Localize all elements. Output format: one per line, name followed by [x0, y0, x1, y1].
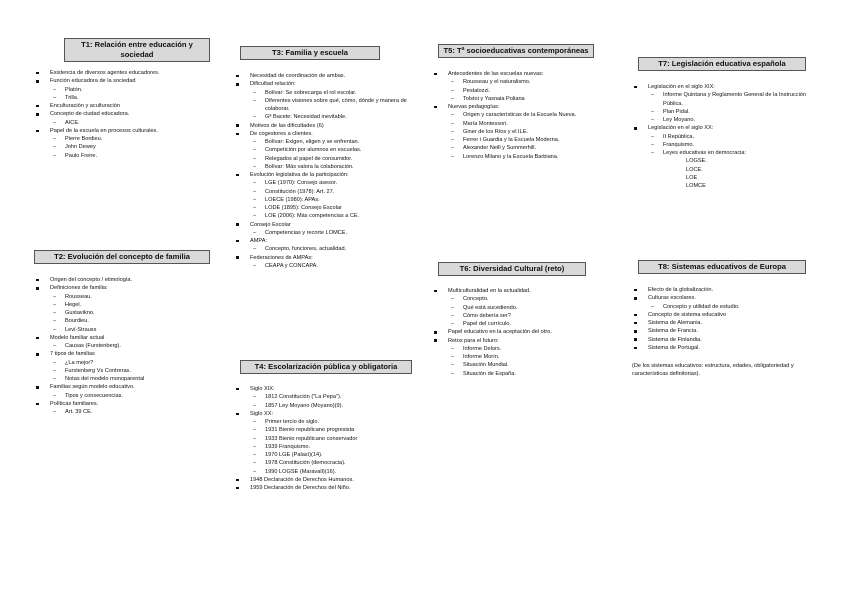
topic-t3-list: [234, 72, 419, 270]
bullet-item: Legislación en el siglo XX:: [632, 124, 817, 132]
sub-bullet-item: – 1939 Franquismo.: [234, 443, 419, 451]
sub-bullet-item: – Informe Quintana y Reglamento General de la Instrucción Pública.: [632, 91, 817, 108]
bullet-item: Papel de la escuela en procesos culturales.: [34, 127, 219, 135]
bullet-item: Definiciones de familia:: [34, 284, 219, 292]
bullet-item: Familias según modelo educativo.: [34, 383, 219, 391]
topic-t4-title: T4: Escolarización pública y obligatoria: [240, 360, 412, 374]
bullet-item: Siglo XIX:: [234, 385, 419, 393]
topic-t5-list: [432, 70, 617, 161]
topic-t1-list: [34, 69, 219, 160]
sub-bullet-item: – Leyes educativas en democracia:: [632, 149, 817, 157]
bullet-item: Efecto de la globalización.: [632, 286, 817, 294]
sub-bullet-item: – LGE (1970): Consejo asesor.: [234, 179, 419, 187]
topic-t7-list: [632, 83, 817, 190]
sub-bullet-item: – LODE (1895): Consejo Escolar: [234, 204, 419, 212]
sub-bullet-item: – Notas del modelo monoparental: [34, 375, 219, 383]
sub-bullet-item: – 1857 Ley Moyano (Moyano)(9).: [234, 402, 419, 410]
bullet-item: Necesidad de coordinación de ambas.: [234, 72, 419, 80]
bullet-item: Enculturación y aculturación: [34, 102, 219, 110]
topic-t5-title: T5: Tª socioeducativas contemporáneas: [438, 44, 594, 58]
sub-bullet-item: – Franquismo.: [632, 141, 817, 149]
bullet-item: Existencia de diversos agentes educadores.: [34, 69, 219, 77]
sub-bullet-item: – Concepto.: [432, 295, 617, 303]
sub-bullet-item: – Primer tercio de siglo.: [234, 418, 419, 426]
sub-bullet-item: – Trilla.: [34, 94, 219, 102]
topic-t8-title: T8: Sistemas educativos de Europa: [638, 260, 806, 274]
topic-t7-title: T7: Legislación educativa española: [638, 57, 806, 71]
bullet-item: Políticas familiares.: [34, 400, 219, 408]
sub-bullet-item: – 1931 Bienio republicano progresista: [234, 426, 419, 434]
sub-bullet-item: – Situación Mundial.: [432, 361, 617, 369]
sub-bullet-item: – Competencias y recorte LOMCE.: [234, 229, 419, 237]
sub-bullet-item: – 1933 Bienio republicano conservador: [234, 435, 419, 443]
sub-bullet-item: – Rousseau y el naturalismo.: [432, 78, 617, 86]
bullet-item: Sistema de Alemania.: [632, 319, 817, 327]
sub-bullet-item: – Bolívar: Exigen, eligen y se enfrentan.: [234, 138, 419, 146]
topic-t4-list: [234, 385, 419, 492]
topic-t3-title: T3: Familia y escuela: [240, 46, 380, 60]
sub-bullet-item: – Bolívar: Se sobrecarga el rol escolar.: [234, 89, 419, 97]
bullet-item: Concepto de ciudad educadora.: [34, 110, 219, 118]
topic-t5: [432, 44, 617, 161]
topic-t6-title: T6: Diversidad Cultural (reto): [438, 262, 586, 276]
sub-bullet-item: – ¿La mejor?: [34, 359, 219, 367]
sub-bullet-item: – Paulo Freire.: [34, 152, 219, 160]
sub-bullet-item: – Alexander Neill y Summerhill.: [432, 144, 617, 152]
sub-bullet-item: – Constitución (1978): Art. 27.: [234, 188, 419, 196]
bullet-item: Retos para el futuro:: [432, 337, 617, 345]
sub-bullet-item: – Ferrer i Guardia y la Escuela Moderna.: [432, 136, 617, 144]
sub-bullet-item: – Lorenzo Milano y la Escuela Barbiana.: [432, 153, 617, 161]
bullet-item: Sistema de Portugal.: [632, 344, 817, 352]
sub-bullet-item: – Informe Morín.: [432, 353, 617, 361]
sub-bullet-item: – Origen y características de la Escuela Nueva.: [432, 111, 617, 119]
sub-bullet-item: – Gª Bacete: Necesidad inevitable.: [234, 113, 419, 121]
sub-bullet-item: – Informe Delors.: [432, 345, 617, 353]
bullet-item: Función educadora de la sociedad: [34, 77, 219, 85]
sub-bullet-item: – AICE.: [34, 119, 219, 127]
sub-bullet-item: – Pierre Bordieu.: [34, 135, 219, 143]
bullet-item: De cogestores a clientes.: [234, 130, 419, 138]
bullet-item: Motivos de las dificultades (6): [234, 122, 419, 130]
bullet-item: Legislación en el siglo XIX:: [632, 83, 817, 91]
sub-bullet-item: – Rousseau.: [34, 293, 219, 301]
topic-t2-list: [34, 276, 219, 416]
sub-bullet-item: – Plan Pidal.: [632, 108, 817, 116]
sub-bullet-item: – Concepto y utilidad de estudio.: [632, 303, 817, 311]
sub-bullet-item: – Platón.: [34, 86, 219, 94]
bullet-item: Concepto de sistema educativo: [632, 311, 817, 319]
bullet-item: Federaciones de AMPAs:: [234, 254, 419, 262]
bullet-item: 1948 Declaración de Derechos Humanos.: [234, 476, 419, 484]
bullet-item: Papel educativo en la aceptación del otro.: [432, 328, 617, 336]
bullet-item: 1959 Declaración de Derechos del Niño.: [234, 484, 419, 492]
sub-bullet-item: – Tipos y consecuencias.: [34, 392, 219, 400]
sub-bullet-item: – Tolstoi y Yasnaia Poliana: [432, 95, 617, 103]
topic-t8-list: [632, 286, 817, 352]
sub-bullet-item: – 1990 LOGSE (Maravall)(16).: [234, 468, 419, 476]
topic-t4: [234, 360, 419, 492]
sub-bullet-item: – LOECE (1980): APAs.: [234, 196, 419, 204]
topic-t3: [234, 46, 419, 270]
sub-bullet-item: – Bolívar: Más valora la colaboración.: [234, 163, 419, 171]
sub-bullet-item: – Pestalozzi.: [432, 87, 617, 95]
bullet-item: AMPA:: [234, 237, 419, 245]
bullet-item: Nuevas pedagogías:: [432, 103, 617, 111]
topic-t6-list: [432, 287, 617, 378]
sub-bullet-item: – Ley Moyano.: [632, 116, 817, 124]
bullet-item: Siglo XX:: [234, 410, 419, 418]
sub-bullet-item: – LOE (2006): Más competencias a CE.: [234, 212, 419, 220]
topic-t8-note: (De los sistemas educativos: estructura, edades, obligatoriedad y características definitorias).: [632, 363, 794, 378]
topic-t2-title: T2: Evolución del concepto de familia: [34, 250, 210, 264]
sub-bullet-item: – Furstenberg Vs Contreras.: [34, 367, 219, 375]
sub-bullet-item: – 1970 LGE (Palasí)(14).: [234, 451, 419, 459]
bullet-item: Evolución legislativa de la participación:: [234, 171, 419, 179]
bullet-item: Antecedentes de las escuelas nuevas:: [432, 70, 617, 78]
sub-bullet-item: – CEAPA y CONCAPA.: [234, 262, 419, 270]
sub-bullet-item: – Giner de los Ríos y el ILE.: [432, 128, 617, 136]
sub-sub-item: LOGSE.: [686, 158, 707, 165]
sub-bullet-item: – John Dewey: [34, 143, 219, 151]
sub-bullet-item: – Gustavikno.: [34, 309, 219, 317]
sub-bullet-item: – María Montessori.: [432, 120, 617, 128]
topic-t2: [34, 250, 219, 416]
sub-bullet-item: – Cómo debería ser?: [432, 312, 617, 320]
sub-bullet-item: – Relegados al papel de consumidor.: [234, 155, 419, 163]
topic-t6: [432, 262, 617, 378]
topic-t1: [34, 38, 219, 160]
bullet-item: Dificultad relación:: [234, 80, 419, 88]
sub-bullet-item: – Competición por alumnos en escuelas.: [234, 146, 419, 154]
sub-sub-item: LOMCE: [686, 183, 706, 189]
sub-bullet-item: – Qué está sucediendo.: [432, 304, 617, 312]
sub-sub-item: LOCE.: [686, 166, 703, 173]
bullet-item: Origen del concepto / etimología.: [34, 276, 219, 284]
sub-bullet-item: – Papel del currículo.: [432, 320, 617, 328]
sub-bullet-item: – Concepto, funciones, actualidad.: [234, 245, 419, 253]
sub-bullet-item: – Bourdieu.: [34, 317, 219, 325]
topic-t1-title: T1: Relación entre educación y sociedad: [64, 38, 210, 62]
sub-bullet-item: – Situación de España.: [432, 370, 617, 378]
sub-bullet-item: – Leví-Strauss: [34, 326, 219, 334]
bullet-item: Modelo familiar actual: [34, 334, 219, 342]
sub-bullet-item: – Hegel.: [34, 301, 219, 309]
sub-bullet-item: – Art. 39 CE.: [34, 408, 219, 416]
bullet-item: 7 tipos de familias: [34, 350, 219, 358]
sub-bullet-item: – Diferentes visiones sobre qué, cómo, dónde y manera de colaborar.: [234, 97, 419, 114]
bullet-item: Sistema de Francia.: [632, 327, 817, 335]
topic-t8: [632, 260, 817, 379]
bullet-item: Culturas escolares.: [632, 294, 817, 302]
sub-sub-item: LOE: [686, 174, 698, 181]
bullet-item: Consejo Escolar: [234, 221, 419, 229]
bullet-item: Sistema de Finlandia.: [632, 336, 817, 344]
topic-t7: [632, 57, 817, 190]
sub-bullet-item: – 1812 Constitución ("La Pepa").: [234, 393, 419, 401]
sub-bullet-item: – II República.: [632, 133, 817, 141]
bullet-item: Multiculturalidad en la actualidad.: [432, 287, 617, 295]
sub-bullet-item: – Causas (Furstenberg).: [34, 342, 219, 350]
sub-bullet-item: – 1978 Constitución (democracia).: [234, 459, 419, 467]
